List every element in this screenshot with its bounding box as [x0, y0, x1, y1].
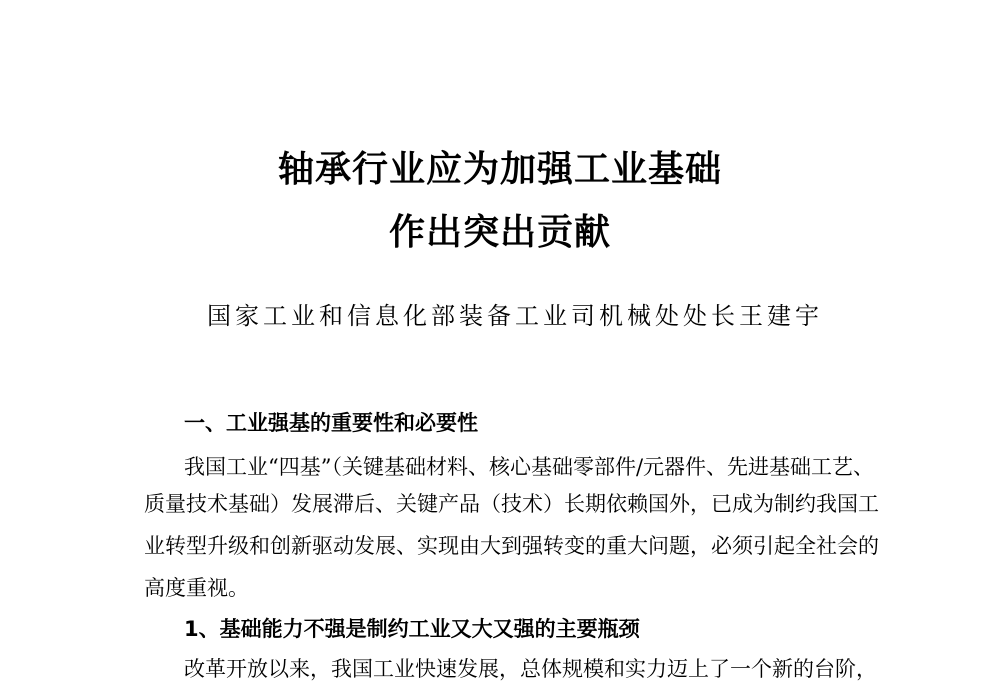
paragraph-line: 我国工业“四基”（关键基础材料、核心基础零部件/元器件、先进基础工艺、: [184, 455, 875, 479]
section-heading: 一、工业强基的重要性和必要性: [184, 411, 478, 435]
paragraph-line: 改革开放以来，我国工业快速发展，总体规模和实力迈上了一个新的台阶，: [184, 657, 877, 681]
paragraph-line: 高度重视。: [144, 576, 249, 600]
paragraph-line: 质量技术基础）发展滞后、关键产品（技术）长期依赖国外，已成为制约我国工: [144, 492, 879, 516]
document-title-line-1: 轴承行业应为加强工业基础: [277, 149, 722, 190]
document-title-line-2: 作出突出贡献: [388, 212, 611, 253]
author-line: 国家工业和信息化部装备工业司机械处处长王建宇: [207, 302, 823, 330]
subsection-heading: 1、基础能力不强是制约工业又大又强的主要瓶颈: [184, 617, 640, 641]
paragraph-line: 业转型升级和创新驱动发展、实现由大到强转变的重大问题，必须引起全社会的: [144, 534, 879, 558]
